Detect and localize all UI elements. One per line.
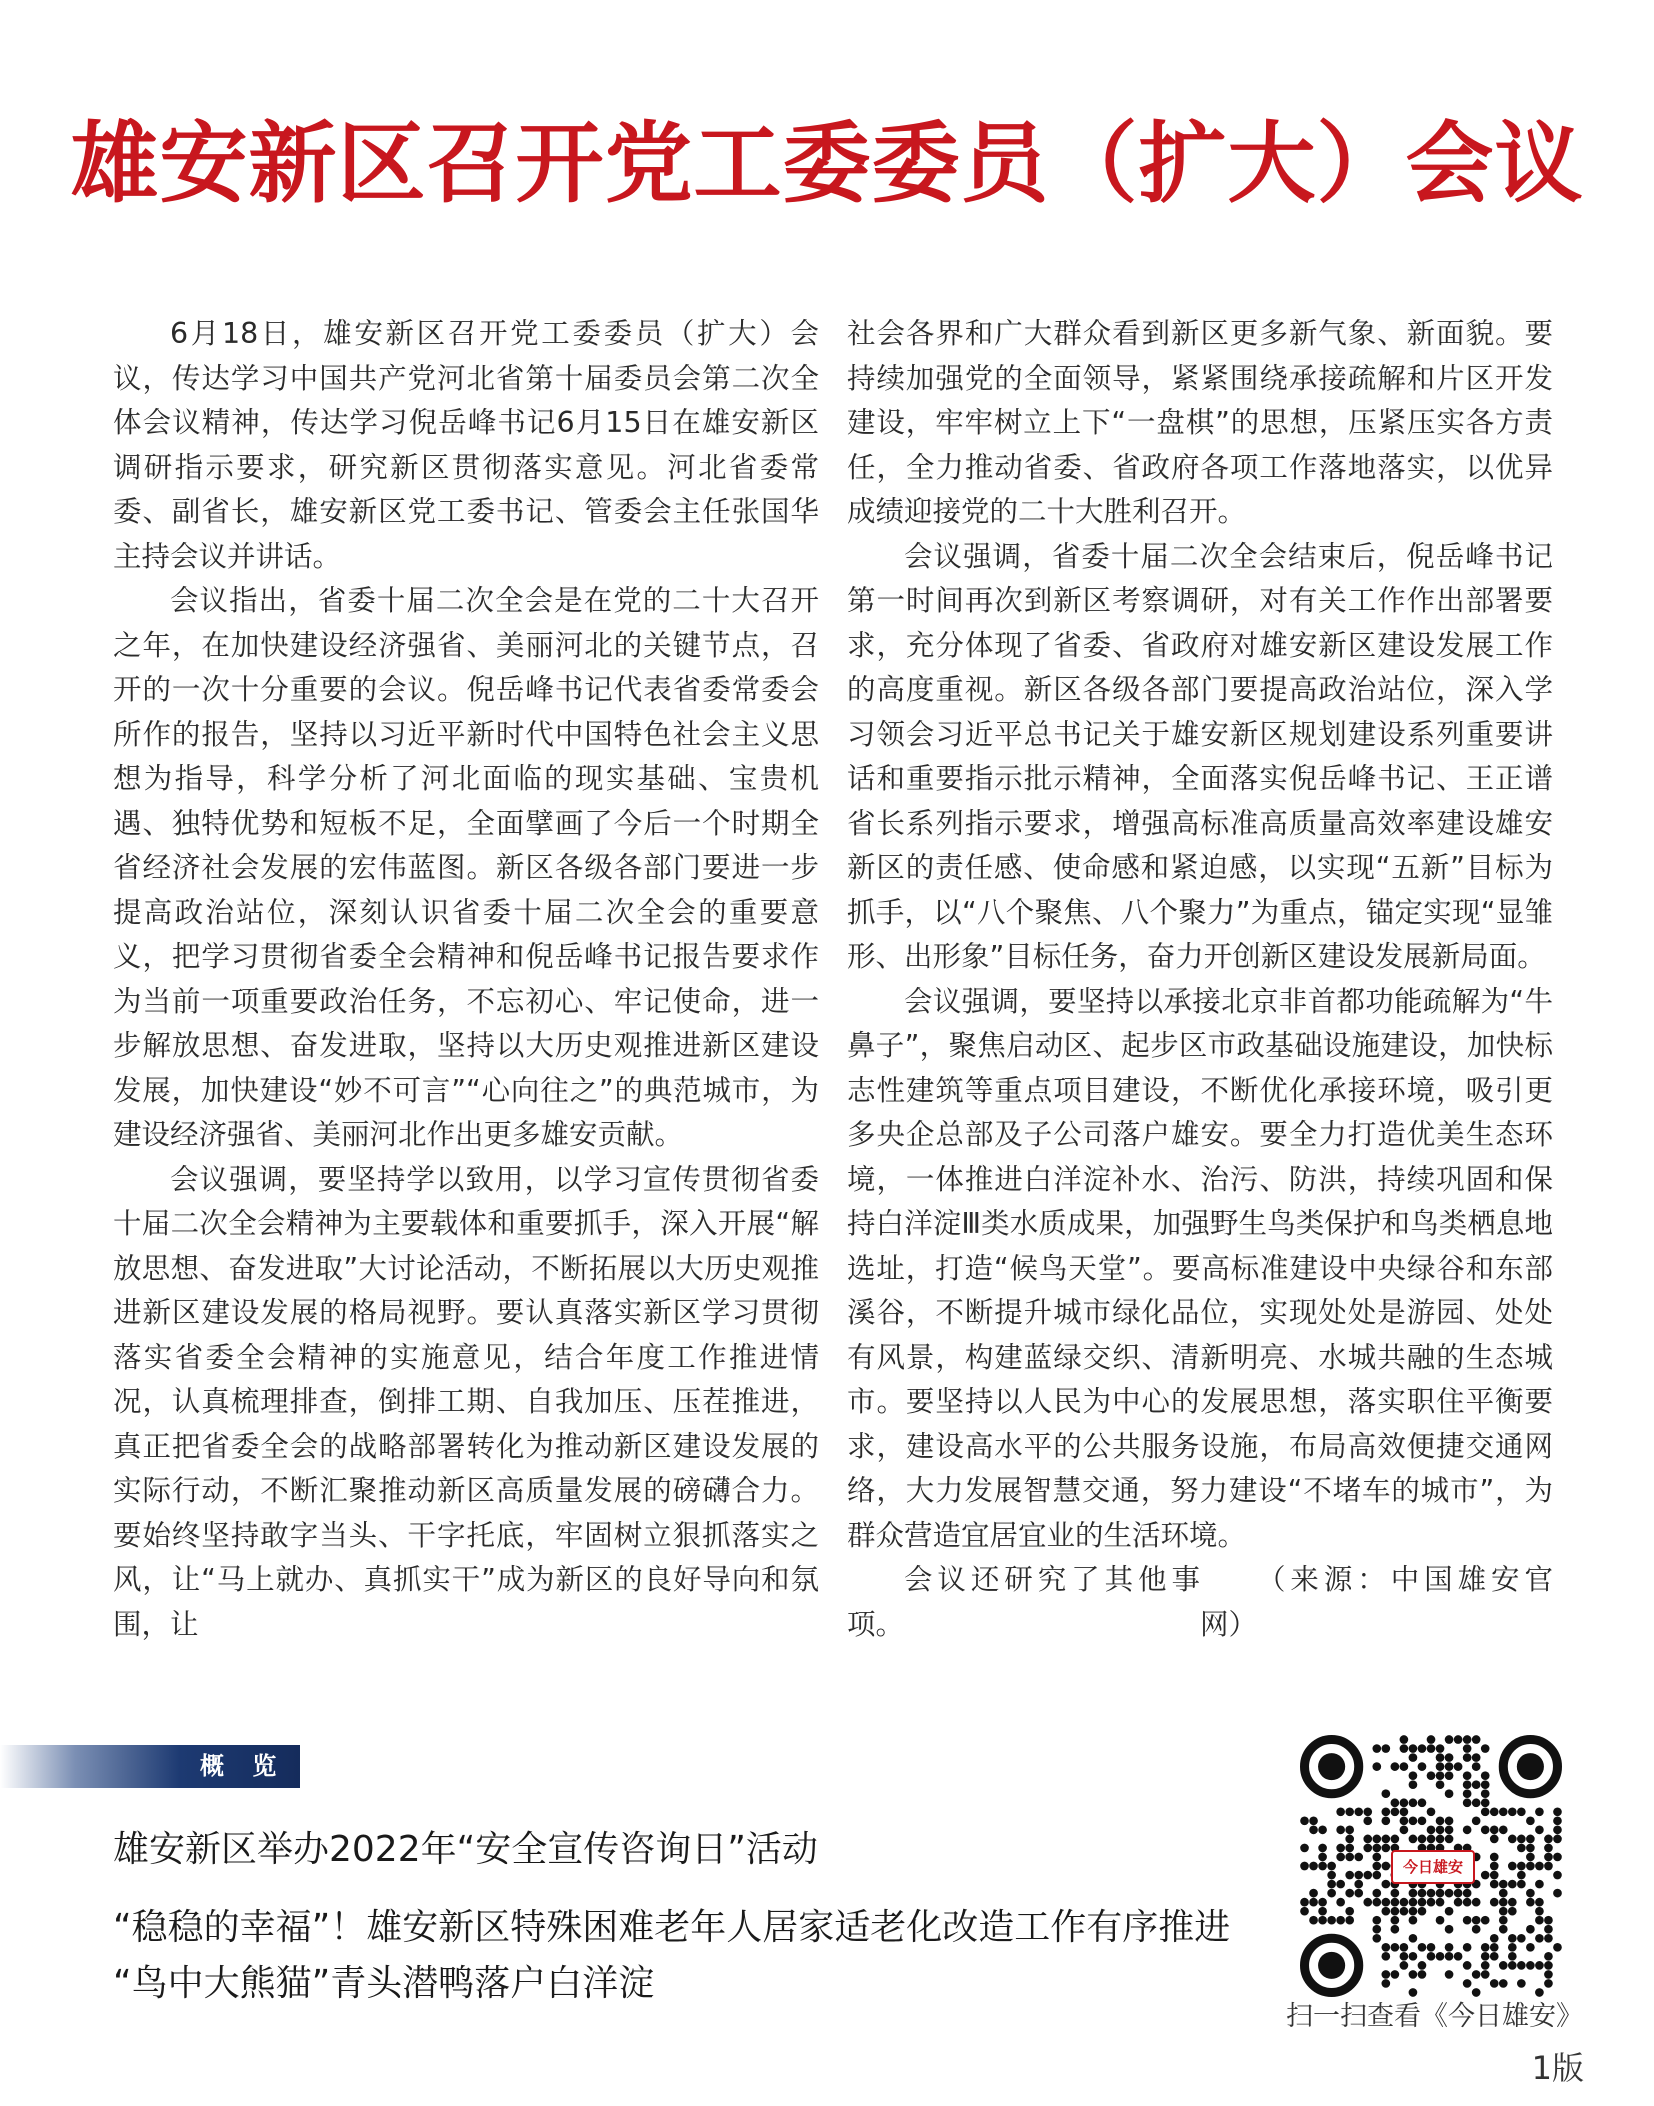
qr-logo: 今日雄安 — [1391, 1850, 1475, 1884]
article-left-column — [113, 312, 819, 1688]
news-item-link[interactable]: “鸟中大熊猫”青头潜鸭落户白洋淀 — [113, 1963, 655, 2004]
article-paragraph: 社会各界和广大群众看到新区更多新气象、新面貌。要持续加强党的全面领导，紧紧围绕承接疏解和片区开发建设，牢牢树立上下“一盘棋”的思想，压紧压实各方责任，全力推动省委、省政府各项工作落地落实，以优异成绩迎接党的二十大胜利召开。 — [847, 317, 1553, 528]
article-paragraph: 会议指出，省委十届二次全会是在党的二十大召开之年，在加快建设经济强省、美丽河北的关键节点，召开的一次十分重要的会议。倪岳峰书记代表省委常委会所作的报告，坚持以习近平新时代中国特色社会主义思想为指导，科学分析了河北面临的现实基础、宝贵机遇、独特优势和短板不足，全面擘画了今后一个时期全省经济社会发展的宏伟蓝图。新区各级各部门要进一步提高政治站位，深刻认识省委十届二次全会的重要意义，把学习贯彻省委全会精神和倪岳峰书记报告要求作为当前一项重要政治任务，不忘初心、牢记使命，进一步解放思想、奋发进取，坚持以大历史观推进新区建设发展，加快建设“妙不可言”“心向往之”的典范城市，为建设经济强省、美丽河北作出更多雄安贡献。 — [113, 584, 819, 1151]
source-note: （来源：中国雄安官网） — [1200, 1563, 1553, 1641]
headline: 雄安新区召开党工委委员（扩大）会议 — [70, 111, 1584, 215]
qr-caption: 扫一扫查看《今日雄安》 — [1286, 2001, 1583, 2032]
closing-text: 会议还研究了其他事项。 — [847, 1563, 1200, 1641]
news-item-link[interactable]: 雄安新区举办2022年“安全宣传咨询日”活动 — [113, 1829, 818, 1870]
section-bar — [0, 1745, 300, 1788]
article-closing-line — [847, 1558, 1553, 1647]
article-paragraph: 会议强调，要坚持以承接北京非首都功能疏解为“牛鼻子”，聚焦启动区、起步区市政基础设施建设，加快标志性建筑等重点项目建设，不断优化承接环境，吸引更多央企总部及子公司落户雄安。要全力打造优美生态环境，一体推进白洋淀补水、治污、防洪，持续巩固和保持白洋淀Ⅲ类水质成果，加强野生鸟类保护和鸟类栖息地选址，打造“候鸟天堂”。要高标准建设中央绿谷和东部溪谷，不断提升城市绿化品位，实现处处是游园、处处有风景，构建蓝绿交织、清新明亮、水城共融的生态城市。要坚持以人民为中心的发展思想，落实职住平衡要求，建设高水平的公共服务设施，布局高效便捷交通网络，大力发展智慧交通，努力建设“不堵车的城市”，为群众营造宜居宜业的生活环境。 — [847, 984, 1553, 1552]
article-paragraph: 会议强调，要坚持学以致用，以学习宣传贯彻省委十届二次全会精神为主要载体和重要抓手，深入开展“解放思想、奋发进取”大讨论活动，不断拓展以大历史观推进新区建设发展的格局视野。要认真落实新区学习贯彻落实省委全会精神的实施意见，结合年度工作推进情况，认真梳理排查，倒排工期、自我加压、压茬推进，真正把省委全会的战略部署转化为推动新区建设发展的实际行动，不断汇聚推动新区高质量发展的磅礴合力。要始终坚持敢字当头、干字托底，牢固树立狠抓落实之风，让“马上就办、真抓实干”成为新区的良好导向和氛围，让 — [113, 1162, 819, 1641]
article-right-column — [847, 312, 1553, 1688]
article-paragraph: 6月18日，雄安新区召开党工委委员（扩大）会议，传达学习中国共产党河北省第十届委员会第二次全体会议精神，传达学习倪岳峰书记6月15日在雄安新区调研指示要求，研究新区贯彻落实意见。河北省委常委、副省长，雄安新区党工委书记、管委会主任张国华主持会议并讲话。 — [113, 317, 819, 573]
news-list — [113, 1826, 1283, 2016]
article-paragraph: 会议强调，省委十届二次全会结束后，倪岳峰书记第一时间再次到新区考察调研，对有关工作作出部署要求，充分体现了省委、省政府对雄安新区建设发展工作的高度重视。新区各级各部门要提高政治站位，深入学习领会习近平总书记关于雄安新区规划建设系列重要讲话和重要指示批示精神，全面落实倪岳峰书记、王正谱省长系列指示要求，增强高标准高质量高效率建设雄安新区的责任感、使命感和紧迫感，以实现“五新”目标为抓手，以“八个聚焦、八个聚力”为重点，锚定实现“显雏形、出形象”目标任务，奋力开创新区建设发展新局面。 — [847, 539, 1553, 973]
qr-code[interactable] — [1300, 1735, 1562, 1997]
news-item-link[interactable]: “稳稳的幸福”！雄安新区特殊困难老年人居家适老化改造工作有序推进 — [113, 1907, 1231, 1948]
section-label: 概 览 — [200, 1752, 287, 1780]
page-number: 1版 — [1531, 2049, 1584, 2087]
